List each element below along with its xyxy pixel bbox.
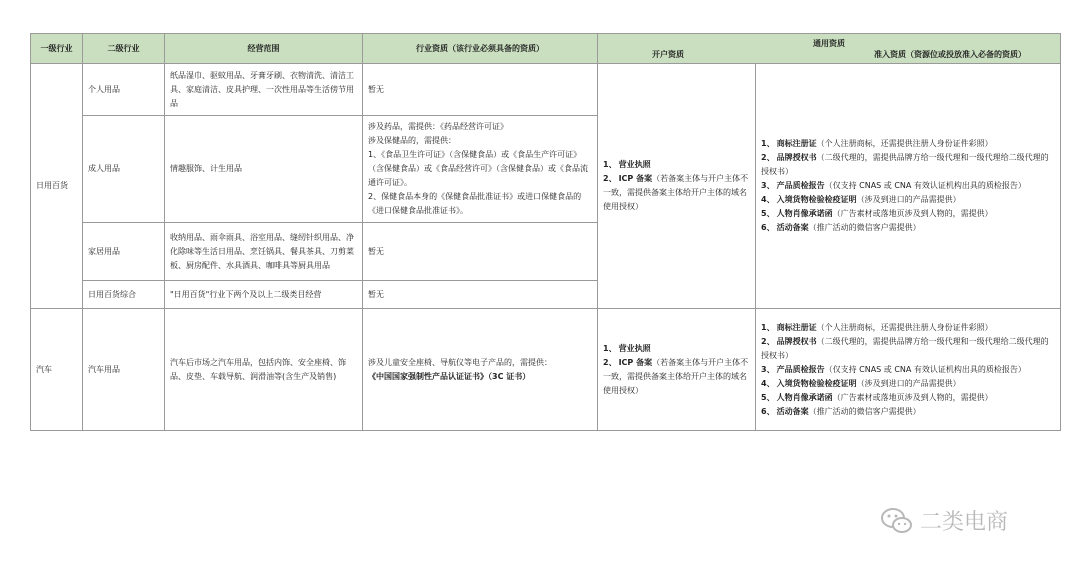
header-open-account: 开户资质 xyxy=(652,49,684,59)
list-item-title: 产品质检报告 xyxy=(776,364,825,374)
qual-auto-cert: 《中国国家强制性产品认证证书》（3C 证书） xyxy=(368,371,531,381)
open-qual-auto xyxy=(598,309,756,431)
access-qual-item xyxy=(761,221,1055,235)
list-item-number: 2、 xyxy=(603,357,617,367)
header-level2: 二级行业 xyxy=(83,34,165,64)
list-item-note: （仅支持 CNAS 或 CNA 有效认证机构出具的质检报告） xyxy=(824,364,1026,374)
list-item-number: 6、 xyxy=(761,223,775,232)
header-level1: 一级行业 xyxy=(31,34,83,64)
access-qual-item xyxy=(761,335,1055,363)
list-item-title: 人物肖像承诺函 xyxy=(776,392,833,402)
level1-daily: 日用百货 xyxy=(31,64,83,309)
table-row xyxy=(31,309,1061,431)
list-item-number: 2、 xyxy=(761,336,775,346)
scope-personal: 纸品湿巾、驱蚊用品、牙膏牙刷、衣物清洗、清洁工具、家庭清洁、皮具护理、一次性用品等生活傍节用品 xyxy=(165,64,363,116)
watermark xyxy=(880,505,1008,536)
qual-adult-line: 涉及药品，需提供：《药品经营许可证》 xyxy=(368,122,508,131)
list-item-number: 5、 xyxy=(761,392,775,402)
list-item-note: （仅支持 CNAS 或 CNA 有效认证机构出具的质检报告） xyxy=(824,181,1026,190)
open-qual-daily xyxy=(598,64,756,309)
header-common-title: 通用资质 xyxy=(813,38,845,48)
access-qual-item xyxy=(761,151,1055,179)
list-item-note: （涉及到进口的产品需提供） xyxy=(856,195,961,204)
header-common-qual xyxy=(598,34,1061,64)
access-qual-item xyxy=(761,207,1055,221)
list-item-note: （涉及到进口的产品需提供） xyxy=(856,378,961,388)
list-item-note: （若备案主体与开户主体不一致，需提供备案主体给开户主体的域名使用授权） xyxy=(603,174,749,211)
access-qual-item xyxy=(761,405,1055,419)
list-item-number: 3、 xyxy=(761,364,775,374)
list-item-number: 1、 xyxy=(761,139,775,148)
list-item-number: 1、 xyxy=(603,160,617,169)
level2-home: 家居用品 xyxy=(83,223,165,281)
list-item-title: ICP 备案 xyxy=(618,357,653,367)
level1-auto: 汽车 xyxy=(31,309,83,431)
open-qual-item xyxy=(603,356,750,398)
list-item-title: 活动备案 xyxy=(776,223,809,232)
list-item-title: 人物肖像承诺函 xyxy=(776,209,833,218)
scope-adult: 情趣服饰、计生用品 xyxy=(165,116,363,223)
qual-auto-text: 涉及儿童安全座椅、导航仪等电子产品的，需提供： xyxy=(368,357,552,367)
level2-personal: 个人用品 xyxy=(83,64,165,116)
scope-auto: 汽车后市场之汽车用品，包括内饰、安全座椅、饰品、皮垫、车载导航、润滑油等(含生产及销售) xyxy=(165,309,363,431)
qual-adult-line: 涉及保健品的，需提供： xyxy=(368,136,456,145)
list-item-number: 4、 xyxy=(761,378,775,388)
level2-auto: 汽车用品 xyxy=(83,309,165,431)
access-qual-item xyxy=(761,137,1055,151)
access-qual-item xyxy=(761,377,1055,391)
open-qual-item xyxy=(603,172,750,214)
list-item-number: 3、 xyxy=(761,181,775,190)
qual-auto xyxy=(363,309,598,431)
open-qual-item xyxy=(603,158,750,172)
list-item-title: 品牌授权书 xyxy=(776,336,817,346)
list-item-title: 商标注册证 xyxy=(776,322,817,332)
watermark-text: 二类电商 xyxy=(920,510,1009,535)
list-item-number: 5、 xyxy=(761,209,775,218)
qual-home: 暂无 xyxy=(363,223,598,281)
wechat-icon xyxy=(880,507,914,535)
list-item-number: 2、 xyxy=(603,174,617,183)
access-qual-item xyxy=(761,363,1055,377)
open-qual-item xyxy=(603,342,750,356)
list-item-note: （推广活动的微信客户需提供） xyxy=(808,406,921,416)
list-item-note: （个人注册商标，还需提供注册人身份证件彩照） xyxy=(816,139,993,148)
list-item-note: （二级代理的，需提供品牌方给一级代理和一级代理给二级代理的授权书） xyxy=(761,336,1049,360)
list-item-number: 2、 xyxy=(761,153,775,162)
table-row xyxy=(31,64,1061,116)
list-item-title: 营业执照 xyxy=(618,160,651,169)
qual-personal: 暂无 xyxy=(363,64,598,116)
list-item-number: 4、 xyxy=(761,195,775,204)
list-item-title: ICP 备案 xyxy=(618,174,653,183)
access-qual-item xyxy=(761,179,1055,193)
list-item-note: （广告素材或落地页涉及到人物的，需提供） xyxy=(832,209,993,218)
list-item-title: 营业执照 xyxy=(618,343,651,353)
access-qual-item xyxy=(761,193,1055,207)
list-item-title: 商标注册证 xyxy=(776,139,817,148)
header-industry-qual: 行业资质（该行业必须具备的资质） xyxy=(363,34,598,64)
list-item-title: 入境货物检验检疫证明 xyxy=(776,378,857,388)
header-access: 准入资质（资源位或投放准入必备的资质） xyxy=(874,49,1026,59)
list-item-title: 活动备案 xyxy=(776,406,809,416)
qual-combo: 暂无 xyxy=(363,281,598,309)
list-item-note: （广告素材或落地页涉及到人物的，需提供） xyxy=(832,392,993,402)
qual-adult xyxy=(363,116,598,223)
list-item-note: （二级代理的，需提供品牌方给一级代理和一级代理给二级代理的授权书） xyxy=(761,153,1049,176)
level2-adult: 成人用品 xyxy=(83,116,165,223)
scope-combo: "日用百货"行业下两个及以上二级类目经营 xyxy=(165,281,363,309)
list-item-note: （推广活动的微信客户需提供） xyxy=(808,223,921,232)
list-item-title: 产品质检报告 xyxy=(776,181,825,190)
access-qual-daily xyxy=(756,64,1061,309)
list-item-number: 6、 xyxy=(761,406,775,416)
list-item-number: 1、 xyxy=(761,322,775,332)
qualification-table xyxy=(30,33,1061,431)
scope-home: 收纳用品、雨伞雨具、浴室用品、缝纫针织用品、净化除味等生活日用品、烹饪锅具、餐具茶具、刀剪菜板、厨房配件、水具酒具、咖啡具等厨具用品 xyxy=(165,223,363,281)
access-qual-item xyxy=(761,391,1055,405)
list-item-number: 1、 xyxy=(603,343,617,353)
access-qual-auto xyxy=(756,309,1061,431)
level2-combo: 日用百货综合 xyxy=(83,281,165,309)
qual-adult-line: 2、保健食品本身的《保健食品批准证书》或进口保健食品的《进口保健食品批准证书》。 xyxy=(368,192,582,215)
list-item-title: 入境货物检验检疫证明 xyxy=(776,195,857,204)
qual-adult-line: 1、《食品卫生许可证》（含保健食品）或《食品生产许可证》（含保健食品）或《食品经营许可》（含保健食品）或《食品流通许可证》。 xyxy=(368,150,588,187)
list-item-note: （个人注册商标，还需提供注册人身份证件彩照） xyxy=(816,322,993,332)
access-qual-item xyxy=(761,321,1055,335)
list-item-note: （若备案主体与开户主体不一致，需提供备案主体给开户主体的域名使用授权） xyxy=(603,357,749,395)
list-item-title: 品牌授权书 xyxy=(776,153,817,162)
header-scope: 经营范围 xyxy=(165,34,363,64)
